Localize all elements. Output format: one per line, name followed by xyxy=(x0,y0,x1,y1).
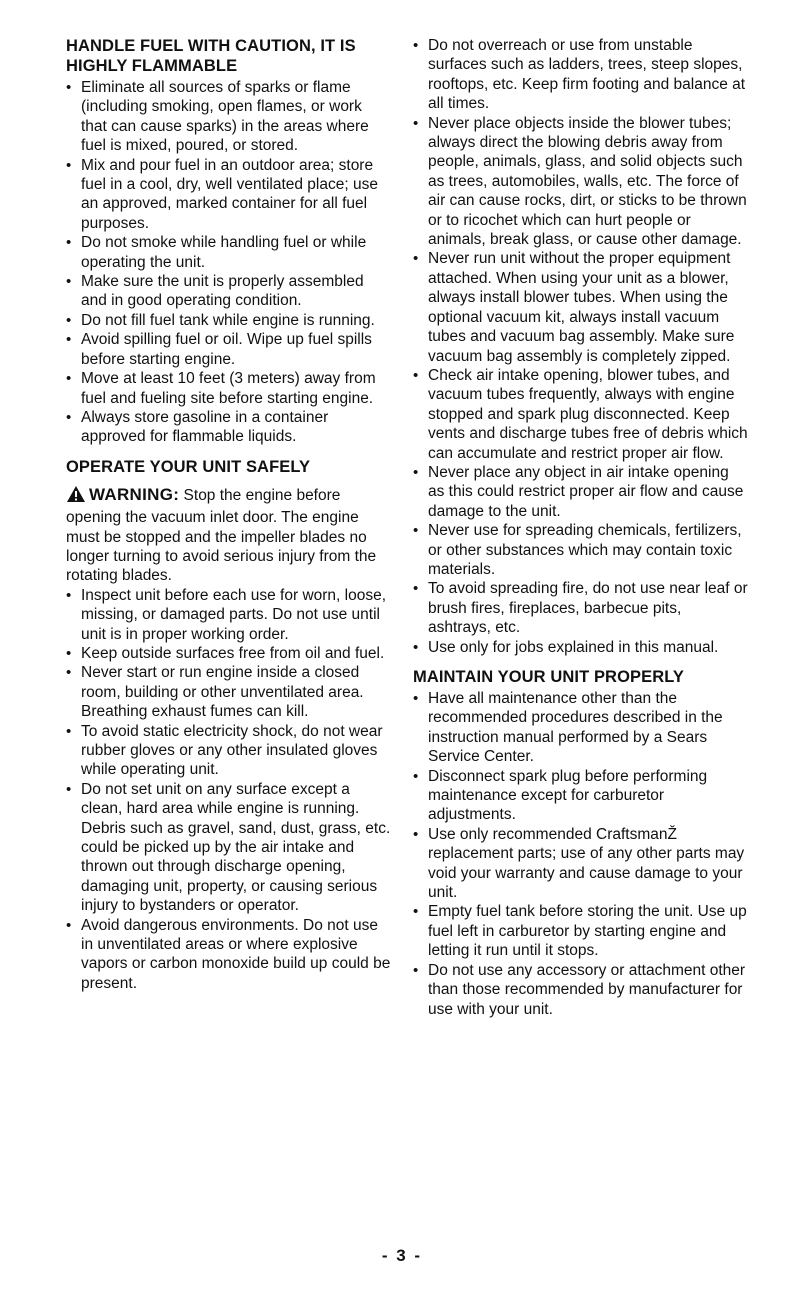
page-number: - 3 - xyxy=(381,1246,423,1265)
list-item: • Disconnect spark plug before performing maintenance except for carburetor adjustments. xyxy=(413,767,748,825)
list-item: • Check air intake opening, blower tubes, and vacuum tubes frequently, always with engine stopped and spark plug disconnected. Keep vents and discharge tubes free of debris which can accumulate and restrict proper air flow. xyxy=(413,366,748,463)
list-item: • Inspect unit before each use for worn, loose, missing, or damaged parts. Do not use until unit is in proper working order. xyxy=(66,586,391,644)
list-item: • Do not set unit on any surface except a clean, hard area while engine is running. Debris such as gravel, sand, dust, grass, etc. could be picked up by the air intake and thrown out through discharge opening, damaging unit, property, or causing serious injury to bystanders or operator. xyxy=(66,780,391,916)
fuel-caution-list xyxy=(66,78,391,447)
list-item: • To avoid static electricity shock, do not wear rubber gloves or any other insulated gloves while operating unit. xyxy=(66,722,391,780)
list-item: • Do not smoke while handling fuel or while operating the unit. xyxy=(66,233,391,272)
list-item: • Do not fill fuel tank while engine is running. xyxy=(66,311,391,330)
list-item: • Never run unit without the proper equipment attached. When using your unit as a blower, always install blower tubes. When using the optional vacuum kit, always install vacuum tubes and vacuum bag assembly. Make sure vacuum bag assembly is completely zipped. xyxy=(413,249,748,365)
list-item: • Never place objects inside the blower tubes; always direct the blowing debris away from people, animals, glass, and solid objects such as trees, automobiles, walls, etc. The force of air can cause rocks, dirt, or sticks to be thrown or to ricochet which can hurt people or animals, break glass, or cause other damage. xyxy=(413,114,748,250)
list-item: • Avoid dangerous environments. Do not use in unventilated areas or where explosive vapors or carbon monoxide build up could be present. xyxy=(66,916,391,994)
maintain-properly-list xyxy=(413,689,748,1019)
list-item: • Make sure the unit is properly assembled and in good operating condition. xyxy=(66,272,391,311)
warning-label: WARNING: xyxy=(89,484,180,504)
list-item: • Mix and pour fuel in an outdoor area; store fuel in a cool, dry, well ventilated place; use an approved, marked container for all fuel purposes. xyxy=(66,156,391,234)
right-column xyxy=(413,36,748,1019)
maintain-properly-heading: MAINTAIN YOUR UNIT PROPERLY xyxy=(413,668,685,686)
list-item: • Do not use any accessory or attachment other than those recommended by manufacturer for use with your unit. xyxy=(413,961,748,1019)
list-item: • Use only recommended CraftsmanŽ replacement parts; use of any other parts may void your warranty and cause damage to your unit. xyxy=(413,825,748,903)
list-item: • Use only for jobs explained in this manual. xyxy=(413,638,748,657)
list-item: • Avoid spilling fuel or oil. Wipe up fuel spills before starting engine. xyxy=(66,330,391,369)
warning-triangle-icon xyxy=(66,485,86,508)
warning-paragraph xyxy=(66,485,391,586)
list-item: • Never place any object in air intake opening as this could restrict proper air flow and cause damage to the unit. xyxy=(413,463,748,521)
list-item: • Never use for spreading chemicals, fertilizers, or other substances which may contain toxic materials. xyxy=(413,521,748,579)
list-item: • Empty fuel tank before storing the unit. Use up fuel left in carburetor by starting engine and letting it run until it stops. xyxy=(413,902,748,960)
list-item: • To avoid spreading fire, do not use near leaf or brush fires, fireplaces, barbecue pits, ashtrays, etc. xyxy=(413,579,748,637)
left-column xyxy=(66,36,391,993)
list-item: • Move at least 10 feet (3 meters) away from fuel and fueling site before starting engine. xyxy=(66,369,391,408)
list-item: • Always store gasoline in a container approved for flammable liquids. xyxy=(66,408,391,447)
list-item: • Have all maintenance other than the recommended procedures described in the instruction manual performed by a Sears Service Center. xyxy=(413,689,748,767)
operate-safely-heading: OPERATE YOUR UNIT SAFELY xyxy=(66,457,311,476)
operate-safely-list-continued xyxy=(413,36,748,657)
fuel-caution-heading: HANDLE FUEL WITH CAUTION, IT IS HIGHLY FLAMMABLE xyxy=(66,37,356,75)
operate-safely-list xyxy=(66,586,391,994)
warning-text: Stop the engine before opening the vacuum inlet door. The engine must be stopped and the impeller blades no longer turning to avoid serious injury from the rotating blades. xyxy=(66,486,377,585)
list-item: • Eliminate all sources of sparks or flame (including smoking, open flames, or work that can cause sparks) in the areas where fuel is mixed, poured, or stored. xyxy=(66,78,391,156)
list-item: • Do not overreach or use from unstable surfaces such as ladders, trees, steep slopes, rooftops, etc. Keep firm footing and balance at all times. xyxy=(413,36,748,114)
list-item: • Keep outside surfaces free from oil and fuel. xyxy=(66,644,391,663)
list-item: • Never start or run engine inside a closed room, building or other unventilated area. Breathing exhaust fumes can kill. xyxy=(66,663,391,721)
